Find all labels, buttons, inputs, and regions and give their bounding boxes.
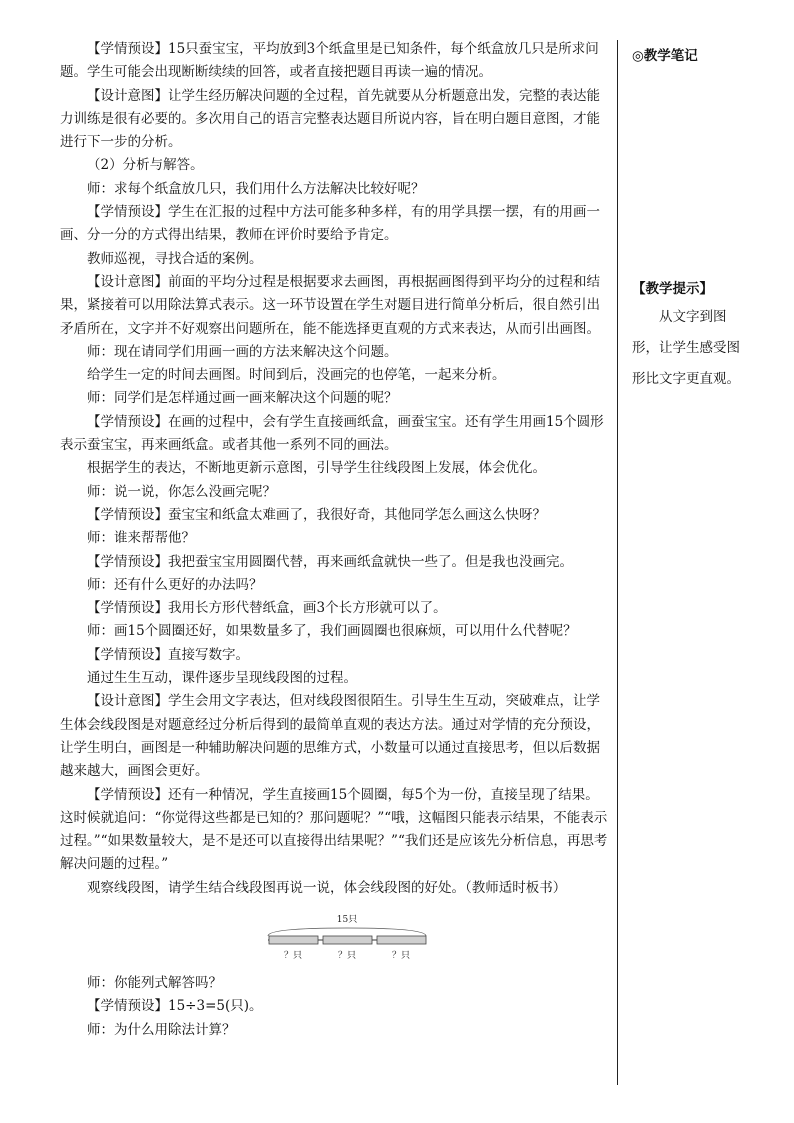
paragraph: 【学情预设】15÷3=5(只)。 xyxy=(87,998,263,1015)
line-segment-svg xyxy=(266,910,428,962)
paragraph: 通过生生互动，课件逐步呈现线段图的过程。 xyxy=(87,670,357,687)
paragraph: 【学情预设】学生在汇报的过程中方法可能多种多样，有的用学具摆一摆，有的用画一画、分一分的方式得出结果，教师在评价时要给予肯定。 xyxy=(60,204,600,244)
paragraph: 【学情预设】直接写数字。 xyxy=(87,646,249,663)
paragraph: 根据学生的表达，不断地更新示意图，引导学生往线段图上发展，体会优化。 xyxy=(87,460,546,477)
notes-title: ◎教学笔记 xyxy=(632,48,698,64)
main-content xyxy=(60,38,612,1042)
paragraph: 【学情预设】蚕宝宝和纸盒太难画了，我很好奇，其他同学怎么画这么快呀？ xyxy=(87,506,546,523)
paragraph: 师：谁来帮帮他？ xyxy=(87,530,195,547)
paragraph: 【学情预设】还有一种情况，学生直接画15个圆圈，每5个为一份，直接呈现了结果。这时候就追问：“你觉得这些都是已知的？那问题呢？”“哦，这幅图只能表示结果，不能表示过程。”“如果数量较大，是不是还可以直接得出结果呢？”“我们还是应该先分析信息，再思考解决问题的过程。” xyxy=(60,786,608,873)
tip-title: 【教学提示】 xyxy=(632,281,713,297)
paragraph: 师：说一说，你怎么没画完呢？ xyxy=(87,483,276,500)
paragraph: 【学情预设】15只蚕宝宝，平均放到3个纸盒里是已知条件，每个纸盒放几只是所求问题。学生可能会出现断断续续的回答，或者直接把题目再读一遍的情况。 xyxy=(60,41,599,81)
paragraph: 【设计意图】前面的平均分过程是根据要求去画图，再根据画图得到平均分的过程和结果，紧接着可以用除法算式表示。这一环节设置在学生对题目进行简单分析后，很自然引出矛盾所在，文字并不好观察出问题所在，能不能选择更直观的方式来表达，从而引出画图。 xyxy=(60,273,600,337)
column-divider xyxy=(617,40,618,1085)
segment-part-1 xyxy=(269,936,318,944)
part-label-3: ？只 xyxy=(391,951,411,961)
paragraph: 观察线段图，请学生结合线段图再说一说，体会线段图的好处。（教师适时板书） xyxy=(87,879,567,896)
paragraph: 师：你能列式解答吗？ xyxy=(87,974,222,991)
segment-part-2 xyxy=(323,936,372,944)
part-label-1: ？只 xyxy=(283,951,303,961)
part-label-2: ？只 xyxy=(337,951,357,961)
paragraph: 师：现在请同学们用画一画的方法来解决这个问题。 xyxy=(87,343,398,360)
tip-text: 从文字到图形，让学生感受图形比文字更直观。 xyxy=(632,309,740,387)
paragraph: 【设计意图】让学生经历解决问题的全过程，首先就要从分析题意出发，完整的表达能力训练是很有必要的。多次用自己的语言完整表达题目所说内容，旨在明白题目意图，才能进行下一步的分析。 xyxy=(60,87,600,151)
paragraph: （2）分析与解答。 xyxy=(87,157,204,174)
paragraph: 师：求每个纸盒放几只，我们用什么方法解决比较好呢？ xyxy=(87,180,425,197)
paragraph: 【学情预设】我用长方形代替纸盒，画3个长方形就可以了。 xyxy=(87,600,447,617)
line-segment-diagram xyxy=(266,910,428,962)
segment-part-3 xyxy=(377,936,426,944)
paragraph: 师：画15个圆圈还好，如果数量多了，我们画圆圈也很麻烦，可以用什么代替呢？ xyxy=(87,623,577,640)
paragraph: 师：为什么用除法计算？ xyxy=(87,1021,236,1038)
sidebar xyxy=(632,44,742,387)
paragraph: 师：还有什么更好的办法吗？ xyxy=(87,576,263,593)
paragraph: 给学生一定的时间去画图。时间到后，没画完的也停笔，一起来分析。 xyxy=(87,367,506,384)
paragraph: 师：同学们是怎样通过画一画来解决这个问题的呢？ xyxy=(87,390,398,407)
total-label: 15只 xyxy=(336,915,358,925)
total-brace xyxy=(268,928,426,936)
paragraph: 【学情预设】我把蚕宝宝用圆圈代替，再来画纸盒就快一些了。但是我也没画完。 xyxy=(87,553,573,570)
paragraph: 【学情预设】在画的过程中，会有学生直接画纸盒，画蚕宝宝。还有学生用画15个圆形表示蚕宝宝，再来画纸盒。或者其他一系列不同的画法。 xyxy=(60,413,604,454)
paragraph: 教师巡视，寻找合适的案例。 xyxy=(87,250,263,267)
paragraph: 【设计意图】学生会用文字表达，但对线段图很陌生。引导生生互动，突破难点，让学生体会线段图是对题意经过分析后得到的最简单直观的表达方法。通过对学情的充分预设，让学生明白，画图是一种辅助解决问题的思维方式，小数量可以通过直接思考，但以后数据越来越大，画图会更好。 xyxy=(60,693,600,780)
